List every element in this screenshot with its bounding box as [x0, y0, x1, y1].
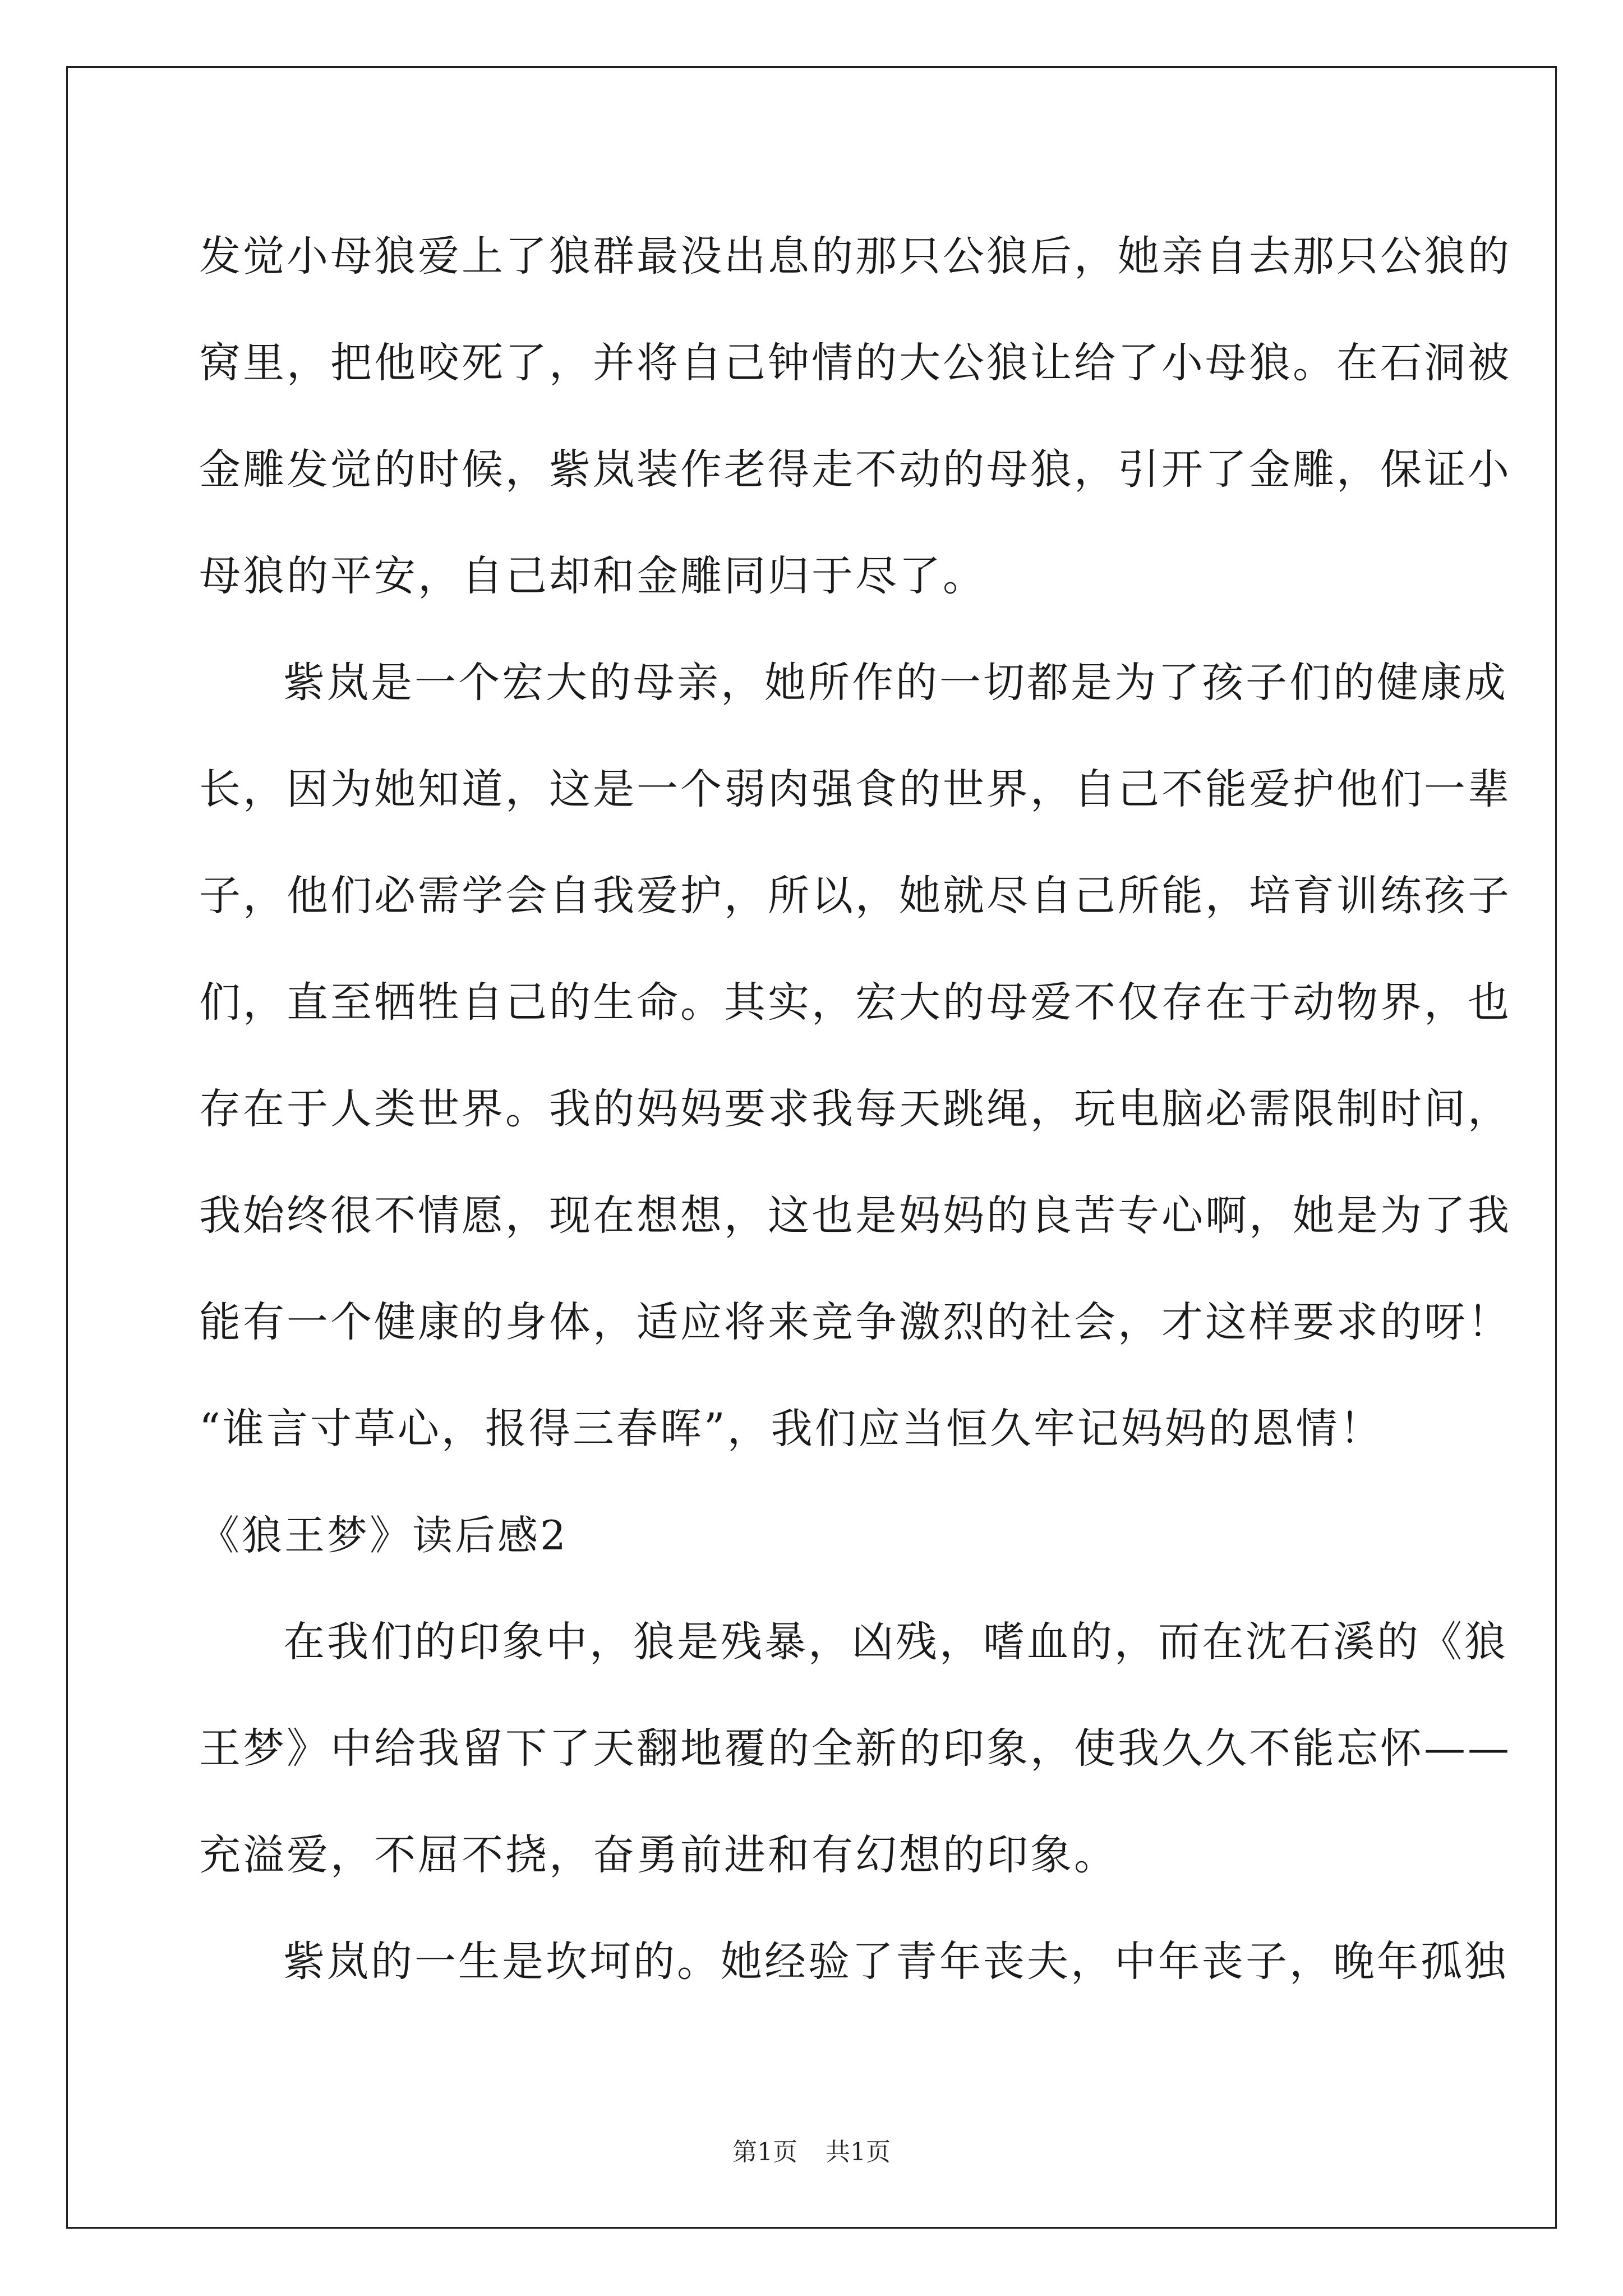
document-body — [199, 203, 1511, 2015]
text-line: 子，他们必需学会自我爱护，所以，她就尽自己所能，培育训练孩子 — [199, 872, 1511, 920]
text-line: 能有一个健康的身体，适应将来竞争激烈的社会，才这样要求的呀！ — [199, 1298, 1511, 1346]
page-number: 第1页 — [732, 2138, 797, 2166]
section-heading: 《狼王梦》读后感2 — [199, 1512, 568, 1559]
text-line: “谁言寸草心，报得三春晖”，我们应当恒久牢记妈妈的恩情！ — [199, 1405, 1384, 1453]
text-line: 母狼的平安，自己却和金雕同归于尽了。 — [199, 552, 986, 600]
text-line: 充溢爱，不屈不挠，奋勇前进和有幻想的印象。 — [199, 1831, 1118, 1879]
paragraph-start-line: 紫岚的一生是坎坷的。她经验了青年丧夫，中年丧子，晚年孤独 — [283, 1938, 1508, 1986]
text-line: 存在于人类世界。我的妈妈要求我每天跳绳，玩电脑必需限制时间， — [199, 1085, 1511, 1133]
page-footer — [0, 2132, 1623, 2168]
paragraph-start-line: 紫岚是一个宏大的母亲，她所作的一切都是为了孩子们的健康成 — [283, 659, 1508, 707]
text-line: 窝里，把他咬死了，并将自己钟情的大公狼让给了小母狼。在石洞被 — [199, 339, 1511, 387]
text-line: 王梦》中给我留下了天翻地覆的全新的印象，使我久久不能忘怀—— — [199, 1724, 1511, 1773]
text-line: 发觉小母狼爱上了狼群最没出息的那只公狼后，她亲自去那只公狼的 — [199, 232, 1511, 280]
text-line: 我始终很不情愿，现在想想，这也是妈妈的良苦专心啊，她是为了我 — [199, 1191, 1511, 1240]
text-line: 们，直至牺牲自己的生命。其实，宏大的母爱不仅存在于动物界，也 — [199, 978, 1511, 1027]
paragraph-start-line: 在我们的印象中，狼是残暴，凶残，嗜血的，而在沈石溪的《狼 — [283, 1618, 1508, 1666]
page-total: 共1页 — [826, 2138, 891, 2166]
text-line: 金雕发觉的时候，紫岚装作老得走不动的母狼，引开了金雕，保证小 — [199, 445, 1511, 494]
text-line: 长，因为她知道，这是一个弱肉强食的世界，自己不能爱护他们一辈 — [199, 765, 1511, 813]
